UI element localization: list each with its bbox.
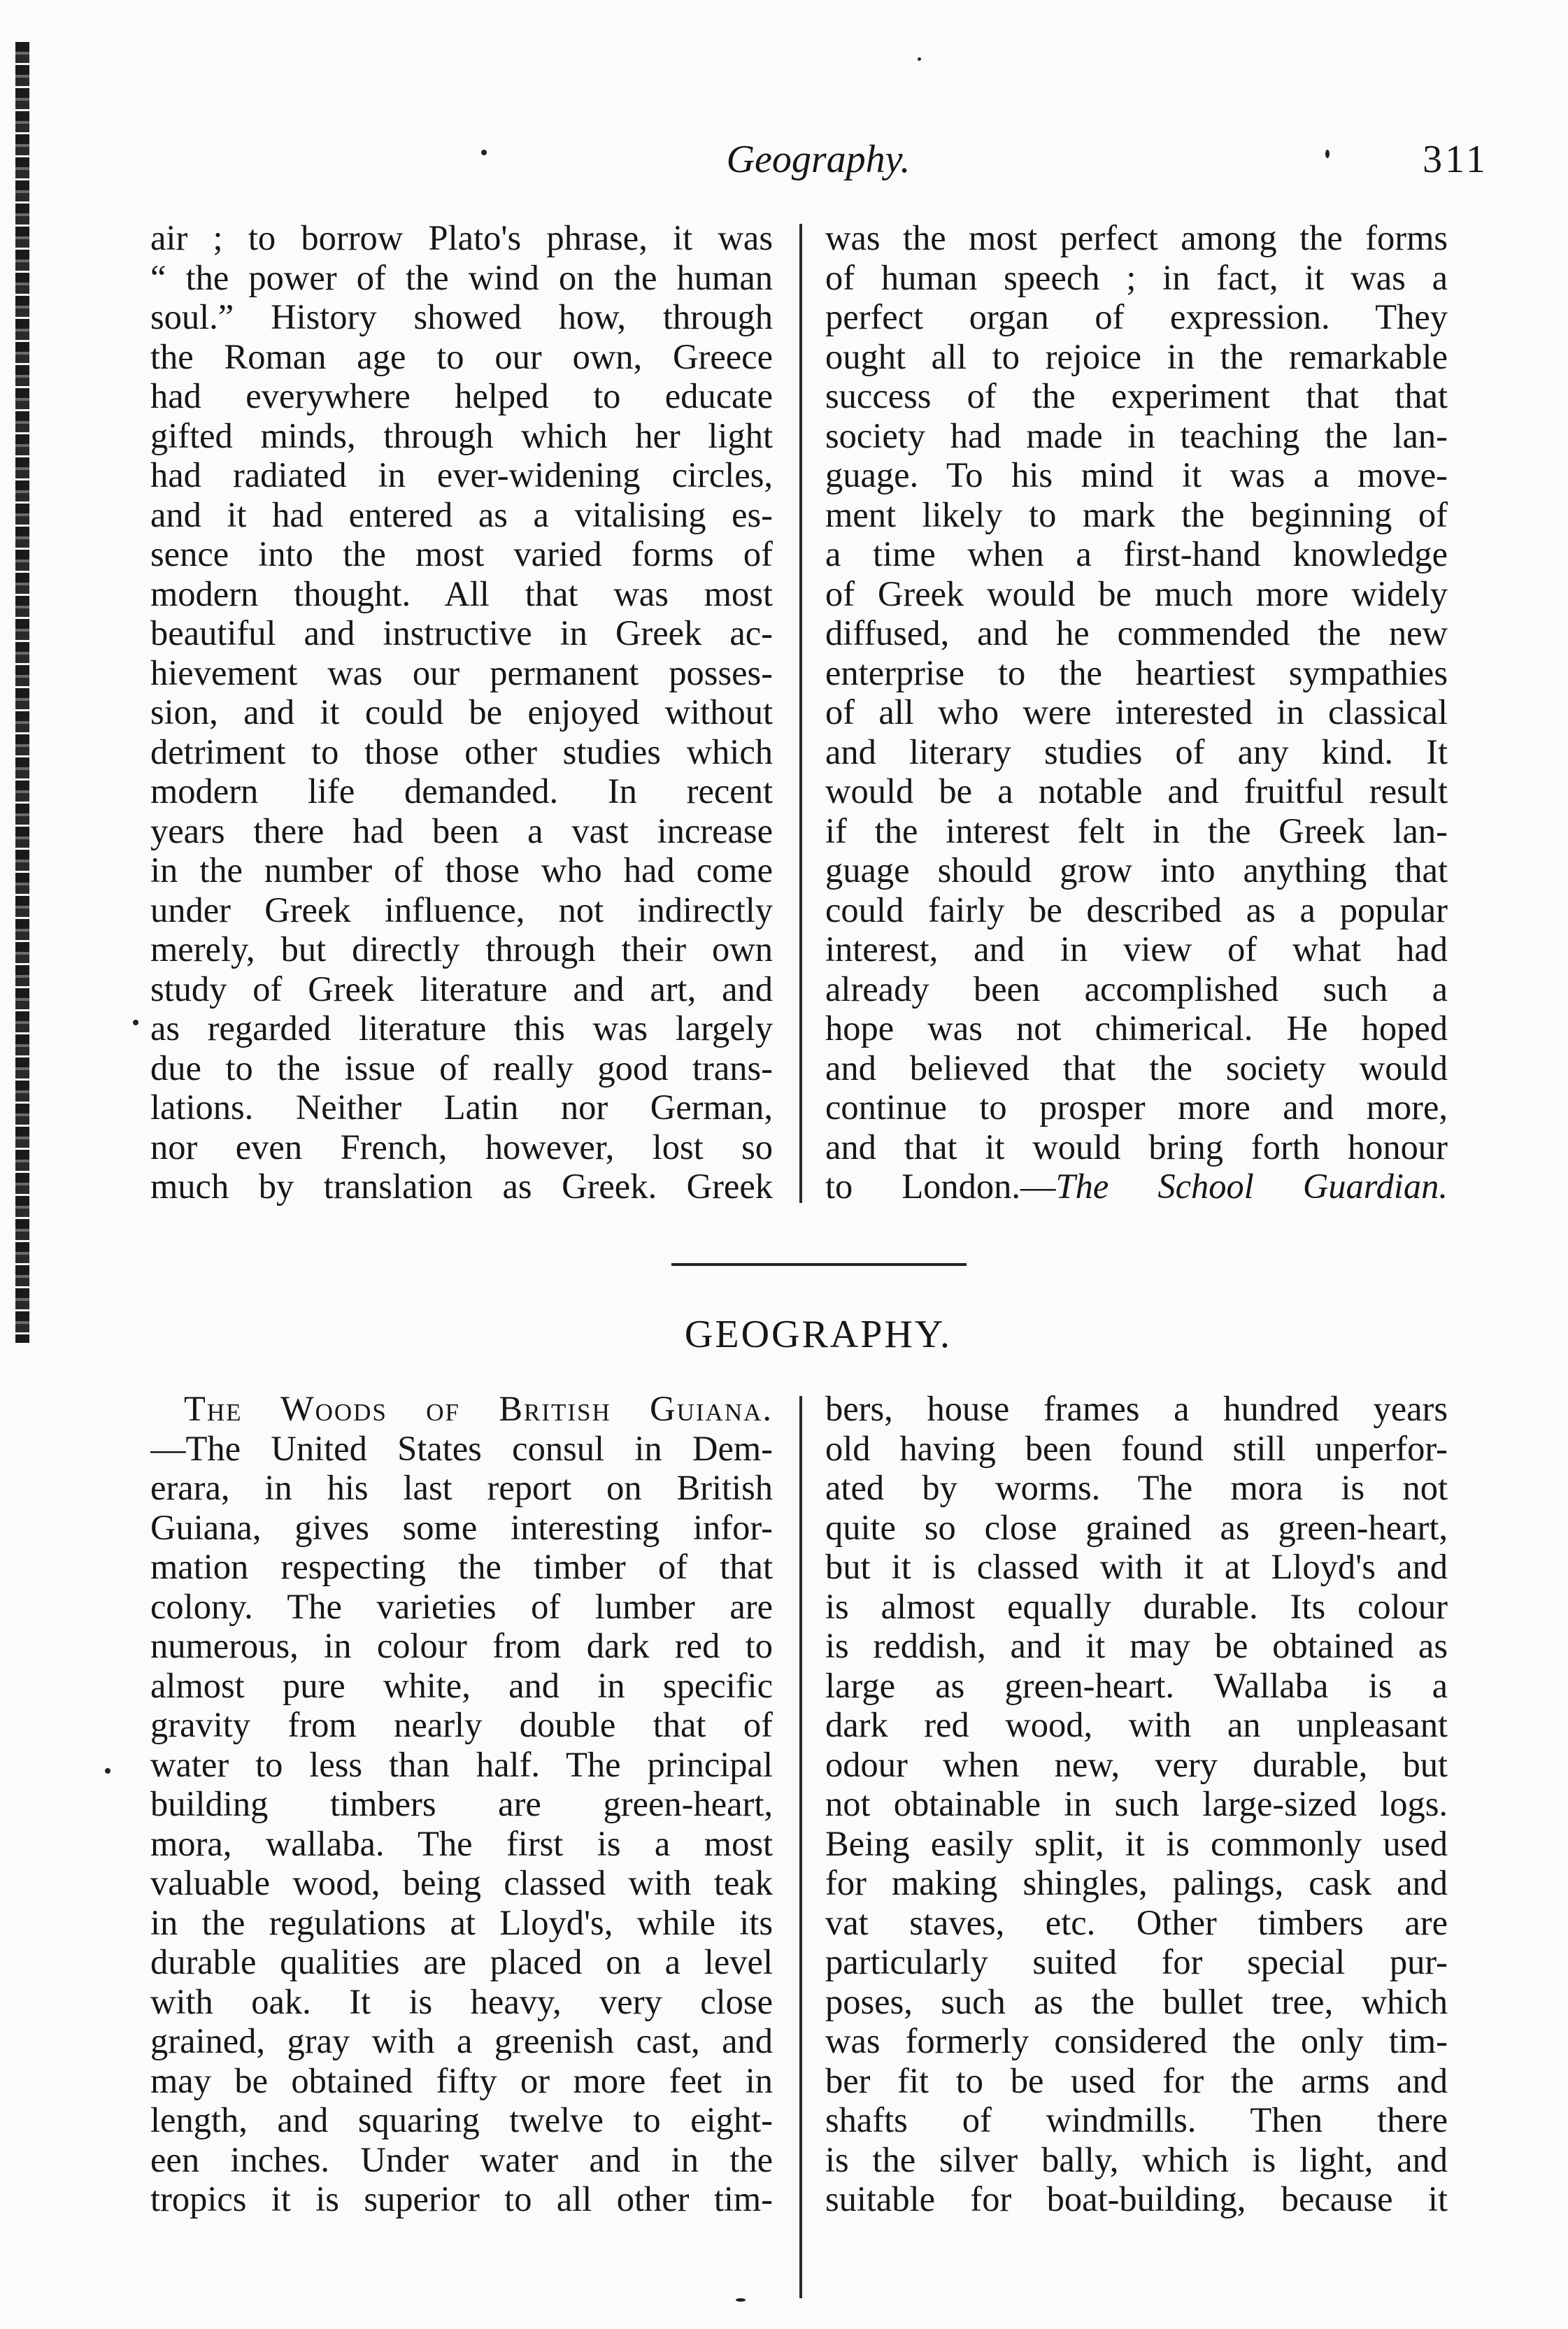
text-line: study of Greek literature and art, and — [150, 969, 773, 1009]
page-number: 311 — [1423, 138, 1488, 181]
text-line: interest, and in view of what had — [825, 930, 1448, 969]
column-divider — [799, 224, 802, 1203]
text-line: quite so close grained as green-heart, — [825, 1507, 1448, 1547]
text-line: modern thought. All that was most — [150, 574, 773, 613]
print-speck — [736, 2298, 746, 2302]
text-line: hope was not chimerical. He hoped — [825, 1009, 1448, 1048]
text-line: erara, in his last report on British — [150, 1468, 773, 1507]
text-line: mora, wallaba. The first is a most — [150, 1823, 773, 1863]
text-line: may be obtained fifty or more feet in — [150, 2060, 773, 2100]
text-line: and believed that the society would — [825, 1048, 1448, 1088]
text-line: Guiana, gives some interesting infor- — [150, 1507, 773, 1547]
text-line: for making shingles, palings, cask and — [825, 1863, 1448, 1902]
text-line: Being easily split, it is commonly used — [825, 1823, 1448, 1863]
text-line: beautiful and instructive in Greek ac- — [150, 613, 773, 653]
text-line: tropics it is superior to all other tim- — [150, 2179, 773, 2218]
text-line: would be a notable and fruitful result — [825, 771, 1448, 811]
text-line-with-source — [825, 1167, 1448, 1206]
text-line: the Roman age to our own, Greece — [150, 336, 773, 376]
text-line: of human speech ; in fact, it was a — [825, 257, 1448, 297]
text-line: almost pure white, and in specific — [150, 1665, 773, 1705]
text-line: perfect organ of expression. They — [825, 297, 1448, 336]
text-line: particularly suited for special pur- — [825, 1942, 1448, 1981]
text-line: vat staves, etc. Other timbers are — [825, 1902, 1448, 1942]
text-line: in the regulations at Lloyd's, while its — [150, 1902, 773, 1942]
text-line: was the most perfect among the forms — [825, 218, 1448, 257]
source-attribution: The School Guardian. — [1055, 1167, 1448, 1206]
page-binding-edge — [15, 42, 29, 1343]
text-line: and that it would bring forth honour — [825, 1127, 1448, 1167]
source-prefix: to London.— — [825, 1167, 1056, 1206]
text-line: gifted minds, through which her light — [150, 415, 773, 455]
text-line: under Greek influence, not indirectly — [150, 890, 773, 930]
text-line: length, and squaring twelve to eight- — [150, 2100, 773, 2139]
text-line: much by translation as Greek. Greek — [150, 1167, 773, 1206]
text-line: ber fit to be used for the arms and — [825, 2060, 1448, 2100]
print-speck — [105, 1768, 111, 1774]
text-line: ated by worms. The mora is not — [825, 1468, 1448, 1507]
text-line: grained, gray with a greenish cast, and — [150, 2021, 773, 2060]
text-line: een inches. Under water and in the — [150, 2139, 773, 2179]
text-line: is the silver bally, which is light, and — [825, 2139, 1448, 2179]
text-line: was formerly considered the only tim- — [825, 2021, 1448, 2060]
text-line: valuable wood, being classed with teak — [150, 1863, 773, 1902]
text-line: numerous, in colour from dark red to — [150, 1626, 773, 1665]
text-line: suitable for boat-building, because it — [825, 2179, 1448, 2218]
text-line: sion, and it could be enjoyed without — [150, 692, 773, 732]
text-line: society had made in teaching the lan- — [825, 415, 1448, 455]
text-line: old having been found still unperfor- — [825, 1428, 1448, 1468]
text-line: guage should grow into anything that — [825, 850, 1448, 890]
text-line: in the number of those who had come — [150, 850, 773, 890]
text-line: guage. To his mind it was a move- — [825, 455, 1448, 494]
print-speck — [481, 150, 487, 155]
text-line: merely, but directly through their own — [150, 930, 773, 969]
print-speck — [918, 57, 921, 61]
text-line: could fairly be described as a popular — [825, 890, 1448, 930]
text-line: large as green-heart. Wallaba is a — [825, 1665, 1448, 1705]
text-line: years there had been a vast increase — [150, 811, 773, 850]
text-line: modern life demanded. In recent — [150, 771, 773, 811]
text-line: detriment to those other studies which — [150, 732, 773, 771]
section-separator-rule — [671, 1263, 967, 1266]
text-line: had radiated in ever-widening circles, — [150, 455, 773, 494]
text-line: nor even French, however, lost so — [150, 1127, 773, 1167]
text-line: not obtainable in such large-sized logs. — [825, 1784, 1448, 1823]
text-line: and literary studies of any kind. It — [825, 732, 1448, 771]
text-line: enterprise to the heartiest sympathies — [825, 653, 1448, 692]
text-line: air ; to borrow Plato's phrase, it was — [150, 218, 773, 257]
text-line: mation respecting the timber of that — [150, 1547, 773, 1586]
text-line: hievement was our permanent posses- — [150, 653, 773, 692]
article-bottom-right-column — [825, 1389, 1448, 2219]
text-line: diffused, and he commended the new — [825, 613, 1448, 653]
print-speck — [133, 1020, 138, 1025]
text-line: of all who were interested in classical — [825, 692, 1448, 732]
text-line: is reddish, and it may be obtained as — [825, 1626, 1448, 1665]
text-line: and it had entered as a vitalising es- — [150, 494, 773, 534]
text-line: if the interest felt in the Greek lan- — [825, 811, 1448, 850]
text-line: —The United States consul in Dem- — [150, 1428, 773, 1468]
text-line: building timbers are green-heart, — [150, 1784, 773, 1823]
text-line: poses, such as the bullet tree, which — [825, 1981, 1448, 2021]
text-line: due to the issue of really good trans- — [150, 1048, 773, 1088]
text-line: had everywhere helped to educate — [150, 376, 773, 415]
text-line: with oak. It is heavy, very close — [150, 1981, 773, 2021]
text-line: of Greek would be much more widely — [825, 574, 1448, 613]
text-line: sence into the most varied forms of — [150, 534, 773, 574]
article-top-right-column — [825, 218, 1448, 1206]
text-line: durable qualities are placed on a level — [150, 1942, 773, 1981]
print-speck — [1325, 150, 1330, 158]
text-line: “ the power of the wind on the human — [150, 257, 773, 297]
article-bottom-left-column — [150, 1389, 773, 2219]
text-line: continue to prosper more and more, — [825, 1088, 1448, 1127]
text-line: a time when a first-hand knowledge — [825, 534, 1448, 574]
text-line: already been accomplished such a — [825, 969, 1448, 1009]
article-top-left-column — [150, 218, 773, 1206]
text-line: success of the experiment that that — [825, 376, 1448, 415]
text-line: lations. Neither Latin nor German, — [150, 1088, 773, 1127]
section-title: GEOGRAPHY. — [684, 1313, 953, 1356]
article-heading: The Woods of British Guiana. — [184, 1389, 773, 1428]
text-line: dark red wood, with an unpleasant — [825, 1705, 1448, 1744]
text-line: but it is classed with it at Lloyd's and — [825, 1547, 1448, 1586]
text-line: water to less than half. The principal — [150, 1744, 773, 1784]
text-line: soul.” History showed how, through — [150, 297, 773, 336]
text-line: gravity from nearly double that of — [150, 1705, 773, 1744]
text-line: bers, house frames a hundred years — [825, 1389, 1448, 1428]
text-line: ought all to rejoice in the remarkable — [825, 336, 1448, 376]
text-line: shafts of windmills. Then there — [825, 2100, 1448, 2139]
text-line: odour when new, very durable, but — [825, 1744, 1448, 1784]
running-title: Geography. — [726, 138, 911, 181]
text-line: as regarded literature this was largely — [150, 1009, 773, 1048]
column-divider — [799, 1396, 802, 2298]
text-line: ment likely to mark the beginning of — [825, 494, 1448, 534]
text-line: is almost equally durable. Its colour — [825, 1586, 1448, 1626]
text-line: colony. The varieties of lumber are — [150, 1586, 773, 1626]
